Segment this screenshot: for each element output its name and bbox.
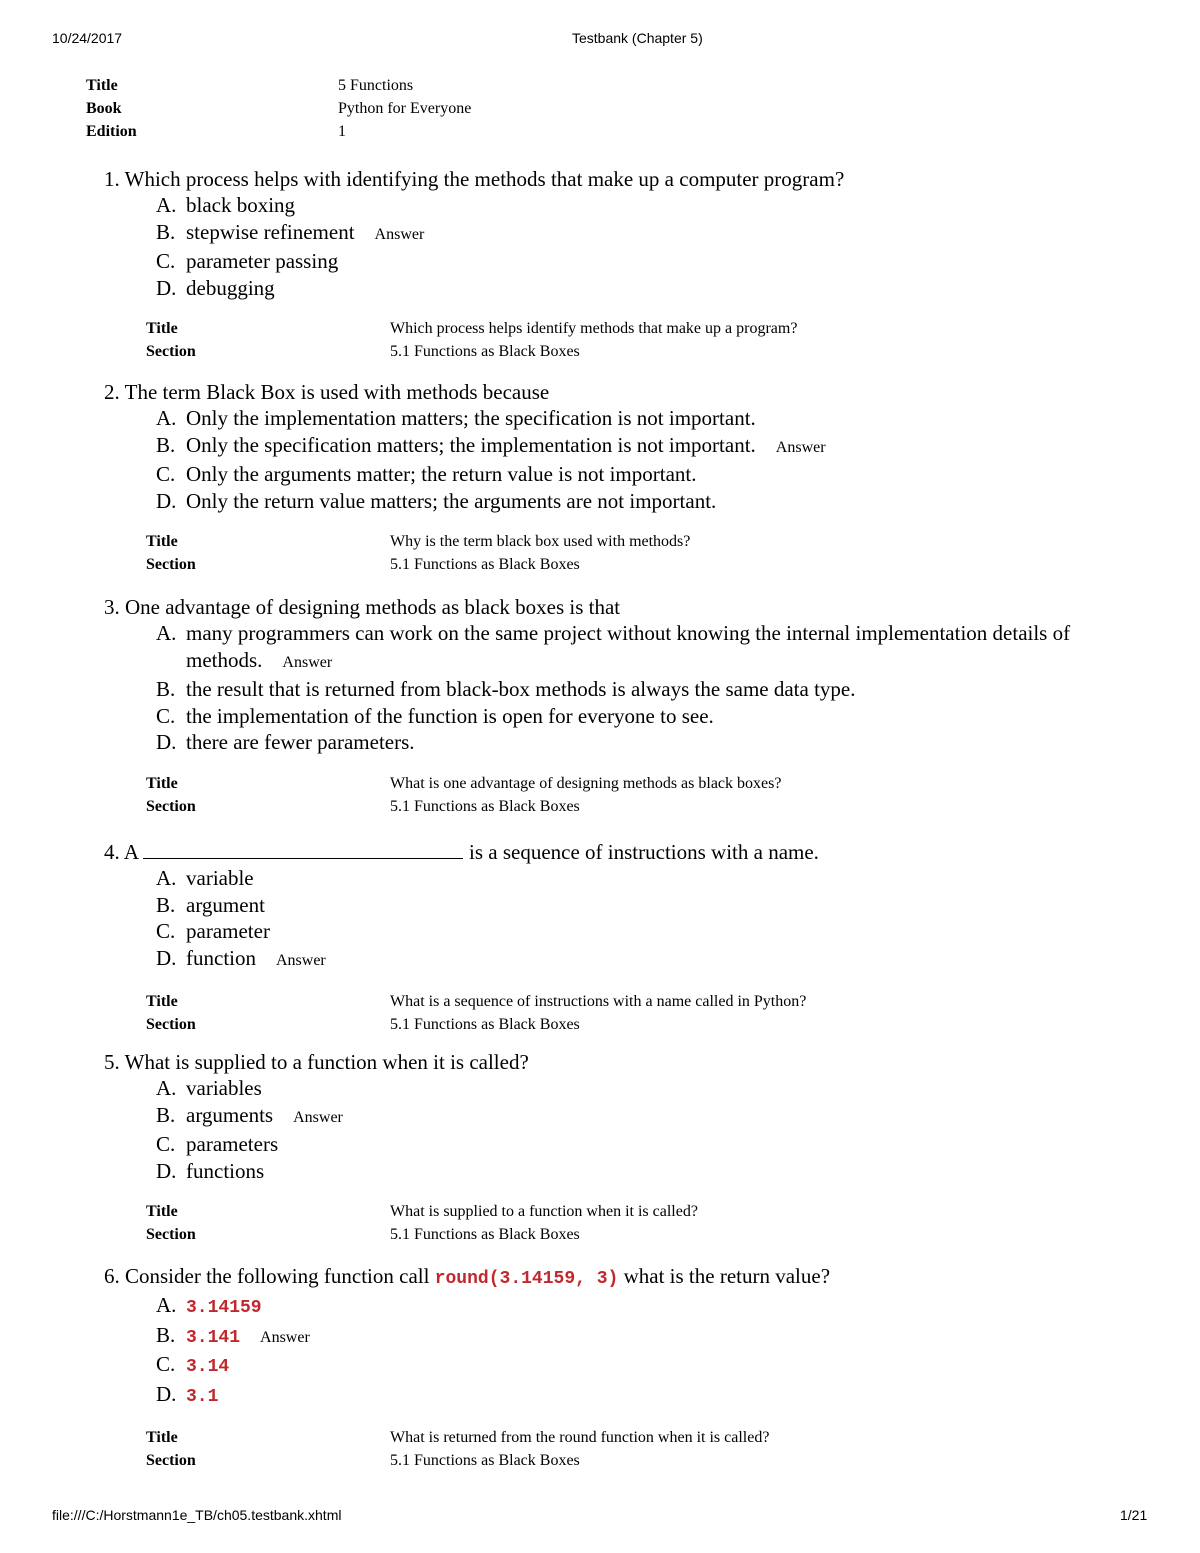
option-b — [156, 676, 1116, 703]
option-d — [156, 1381, 830, 1411]
question-number: 4. — [104, 840, 120, 864]
answer-marker: Answer — [775, 438, 826, 456]
option-letter: C. — [156, 919, 176, 943]
option-text: many programmers can work on the same project without knowing the internal implementation details of methods. — [186, 621, 1071, 672]
option-text: Only the return value matters; the arguments are not important. — [186, 488, 717, 513]
meta-value: 5 Functions — [338, 77, 414, 94]
document-meta — [86, 74, 471, 143]
option-letter: B. — [156, 219, 176, 244]
option-letter: C. — [156, 1352, 176, 1376]
question-info — [146, 317, 844, 363]
info-section-key: Section — [146, 343, 196, 360]
info-title: What is one advantage of designing methods as black boxes? — [390, 774, 782, 792]
info-section: 5.1 Functions as Black Boxes — [390, 1452, 580, 1469]
question-text-after: what is the return value? — [623, 1264, 831, 1288]
answer-options — [156, 192, 844, 301]
option-b — [156, 1102, 698, 1132]
info-section-key: Section — [146, 1452, 196, 1469]
question-text-after: is a sequence of instructions with a name. — [469, 840, 819, 864]
info-title-key: Title — [146, 993, 178, 1010]
question-stem — [104, 1263, 830, 1292]
question-stem — [104, 594, 1116, 620]
option-letter: C. — [156, 249, 176, 273]
option-code: 3.14 — [186, 1357, 230, 1377]
answer-marker: Answer — [374, 225, 425, 243]
option-a — [156, 405, 826, 432]
meta-key: Book — [86, 100, 122, 117]
option-letter: D. — [156, 1158, 177, 1183]
option-text: Only the arguments matter; the return value is not important. — [186, 462, 697, 486]
option-letter: D. — [156, 945, 177, 970]
question-6 — [104, 1263, 830, 1472]
question-4 — [104, 836, 819, 1036]
question-2 — [104, 379, 826, 576]
option-text: Only the implementation matters; the specification is not important. — [186, 406, 756, 430]
answer-options — [156, 1292, 830, 1410]
option-a — [156, 865, 819, 892]
info-section: 5.1 Functions as Black Boxes — [390, 1016, 580, 1033]
print-title: Testbank (Chapter 5) — [572, 30, 703, 46]
option-d — [156, 729, 1116, 756]
option-d — [156, 488, 826, 515]
fill-in-blank — [143, 836, 463, 859]
question-number: 3. — [104, 595, 120, 619]
question-info — [146, 530, 826, 576]
answer-marker: Answer — [275, 951, 326, 969]
answer-options — [156, 1075, 698, 1184]
info-title-key: Title — [146, 1203, 178, 1220]
question-text: What is supplied to a function when it is called? — [124, 1050, 529, 1074]
question-info — [146, 990, 819, 1036]
question-stem — [104, 166, 844, 192]
info-title: What is supplied to a function when it is called? — [390, 1203, 698, 1220]
question-info — [146, 772, 1116, 818]
answer-marker: Answer — [293, 1108, 343, 1126]
option-text: argument — [186, 892, 265, 917]
option-a — [156, 620, 1116, 676]
option-letter: D. — [156, 488, 177, 513]
option-text: debugging — [186, 275, 275, 300]
option-b — [156, 219, 844, 249]
code-snippet: round(3.14159, 3) — [434, 1269, 619, 1289]
info-title-key: Title — [146, 533, 178, 550]
meta-value: Python for Everyone — [338, 100, 472, 117]
question-number: 6. — [104, 1264, 120, 1288]
option-letter: A. — [156, 1076, 177, 1100]
info-title: What is a sequence of instructions with a name called in Python? — [390, 993, 807, 1010]
info-title: What is returned from the round function when it is called? — [390, 1429, 770, 1446]
option-text: variable — [186, 866, 254, 890]
question-info — [146, 1426, 830, 1472]
answer-options — [156, 865, 819, 974]
option-letter: A. — [156, 193, 177, 217]
option-a — [156, 192, 844, 219]
question-5 — [104, 1049, 698, 1246]
option-text: the result that is returned from black-box methods is always the same data type. — [186, 677, 856, 701]
meta-row — [86, 74, 471, 97]
question-stem — [104, 836, 819, 865]
option-text: Only the specification matters; the implementation is not important. — [186, 432, 756, 457]
info-section: 5.1 Functions as Black Boxes — [390, 343, 580, 360]
question-number: 1. — [104, 167, 120, 191]
option-text: variables — [186, 1076, 262, 1100]
option-letter: D. — [156, 730, 177, 754]
info-title: Why is the term black box used with methods? — [390, 533, 691, 550]
print-date: 10/24/2017 — [52, 30, 123, 46]
option-text: black boxing — [186, 193, 296, 217]
question-info — [146, 1200, 698, 1246]
option-b — [156, 432, 826, 462]
option-text: the implementation of the function is open for everyone to see. — [186, 703, 714, 728]
info-section-key: Section — [146, 556, 196, 573]
option-text: arguments — [186, 1102, 274, 1127]
option-c — [156, 703, 1116, 730]
answer-marker: Answer — [282, 653, 333, 671]
meta-key: Title — [86, 77, 118, 94]
option-letter: B. — [156, 1322, 176, 1347]
option-letter: C. — [156, 703, 176, 728]
option-letter: B. — [156, 432, 176, 457]
option-c — [156, 918, 819, 945]
option-letter: D. — [156, 1381, 177, 1406]
question-text: Which process helps with identifying the methods that make up a computer program? — [124, 167, 845, 191]
meta-value: 1 — [338, 123, 346, 140]
meta-row — [86, 97, 471, 120]
info-section: 5.1 Functions as Black Boxes — [390, 797, 580, 815]
option-c — [156, 461, 826, 488]
question-number: 2. — [104, 380, 120, 404]
info-section-key: Section — [146, 797, 196, 815]
option-c — [156, 1131, 698, 1158]
option-code: 3.141 — [186, 1327, 241, 1348]
info-section: 5.1 Functions as Black Boxes — [390, 556, 580, 573]
question-text: One advantage of designing methods as black boxes is that — [125, 595, 621, 619]
question-1 — [104, 166, 844, 363]
info-section-key: Section — [146, 1226, 196, 1243]
option-d — [156, 1158, 698, 1185]
option-b — [156, 892, 819, 919]
option-letter: D. — [156, 275, 177, 300]
option-text: there are fewer parameters. — [186, 730, 415, 754]
meta-row — [86, 120, 471, 143]
option-letter: C. — [156, 462, 176, 486]
option-letter: B. — [156, 677, 176, 701]
option-text: parameter — [186, 919, 270, 943]
answer-options — [156, 620, 1116, 756]
info-section-key: Section — [146, 1016, 196, 1033]
option-d — [156, 945, 819, 975]
question-3 — [104, 594, 1116, 818]
question-number: 5. — [104, 1050, 120, 1074]
page-number: 1/21 — [1120, 1507, 1148, 1523]
option-d — [156, 275, 844, 302]
answer-options — [156, 405, 826, 514]
option-a — [156, 1075, 698, 1102]
info-title-key: Title — [146, 1429, 178, 1446]
info-title: Which process helps identify methods that make up a program? — [390, 320, 798, 337]
option-code: 3.1 — [186, 1386, 219, 1407]
option-b — [156, 1322, 830, 1352]
question-text-before: Consider the following function call — [125, 1264, 430, 1288]
option-c — [156, 248, 844, 275]
info-title-key: Title — [146, 774, 178, 792]
question-text: The term Black Box is used with methods because — [124, 380, 550, 404]
answer-marker: Answer — [260, 1328, 310, 1346]
option-code: 3.14159 — [186, 1298, 262, 1318]
option-c — [156, 1351, 830, 1381]
option-text: parameter passing — [186, 249, 339, 273]
file-path: file:///C:/Horstmann1e_TB/ch05.testbank.xhtml — [52, 1507, 342, 1523]
question-text-before: A — [123, 840, 140, 864]
option-letter: C. — [156, 1132, 176, 1156]
info-section: 5.1 Functions as Black Boxes — [390, 1226, 580, 1243]
option-letter: A. — [156, 866, 177, 890]
option-text: function — [186, 945, 256, 970]
option-letter: B. — [156, 1102, 176, 1127]
question-stem — [104, 1049, 698, 1075]
info-title-key: Title — [146, 320, 178, 337]
option-text: stepwise refinement — [186, 219, 355, 244]
option-letter: A. — [156, 621, 177, 645]
option-letter: A. — [156, 1293, 177, 1317]
question-stem — [104, 379, 826, 405]
option-letter: A. — [156, 406, 177, 430]
meta-key: Edition — [86, 123, 137, 140]
option-a — [156, 1292, 830, 1322]
option-text: parameters — [186, 1132, 279, 1156]
option-text: functions — [186, 1158, 265, 1183]
option-letter: B. — [156, 892, 176, 917]
